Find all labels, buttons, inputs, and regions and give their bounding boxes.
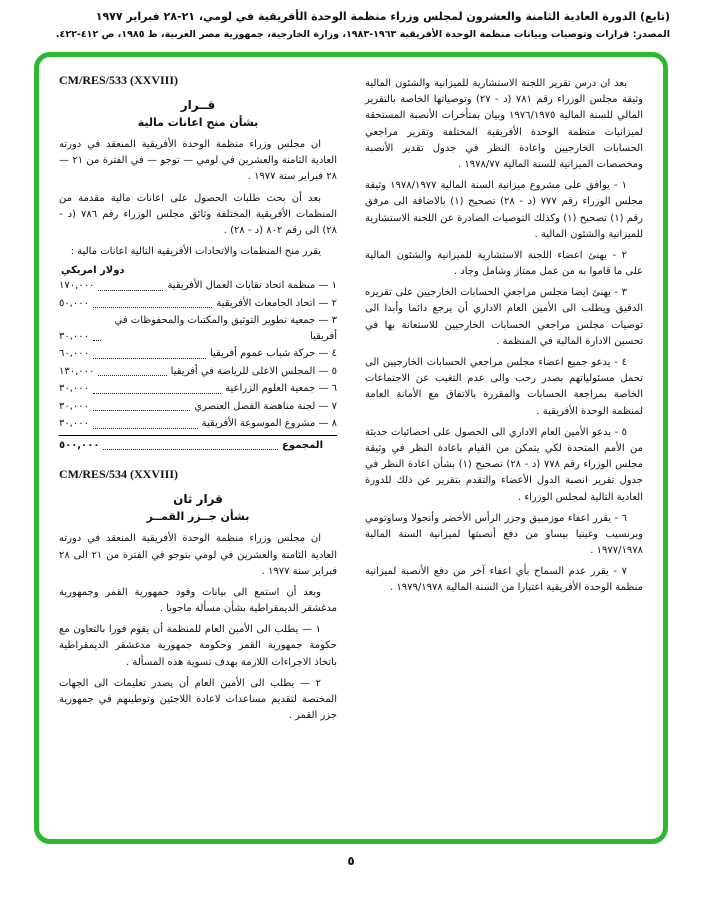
paragraph: ٧ - يقرر عدم السماح بأي اعفاء آخر من دفع الأنصبة لميزانية منظمة الوحدة الأفريقية اعتبارا من السنة المالية ١٩٧٩/١٩٧٨ . — [365, 566, 643, 594]
grant-row — [59, 313, 337, 344]
left-column — [59, 71, 337, 825]
paragraph: بعد ان درس تقرير اللجنة الاستشارية للميزانية والشئون المالية وثيقة مجلس الوزراء رقم ٧٨١ (د - ٢٧) وتوصياتها الخاصة بالتقرير المالي للسنة المالية ١٩٧٦/١٩٧٥ وبيان بمتأخرات الأنصبة المستحقة لميزانيات منظمة الوحدة الأفريقية المختلفة وتقرير مراجعي الحسابات الخارجيين واعادة النظر في جدول تقدير الأنصبة ومخصصات الميزانية للسنة المالية ١٩٧٨/٧٧ . — [365, 78, 643, 170]
paragraph: يقرر منح المنظمات والاتحادات الأفريقية التالية اعانات مالية : — [70, 246, 321, 258]
resolution-title: قــرار — [180, 98, 216, 112]
total-label: المجموع — [282, 439, 323, 451]
paragraph: بعد أن بحث طلبات الحصول على اعانات مالية مقدمة من المنظمات الأفريقية المختلفة وثائق مجلس الوزراء رقم ٧٨٦ (د - ٢٨) الى رقم ٨٠٢ (د - ٢٨) . — [59, 192, 337, 236]
dotted-leader — [93, 340, 101, 341]
grant-amount: ٣٠,٠٠٠ — [59, 418, 90, 430]
header-session-line: (تابع) الدورة العادية الثامنة والعشرون لمجلس وزراء منظمة الوحدة الأفريقية في لومي، ٢١-٢٨ فبراير ١٩٧٧ — [95, 10, 670, 23]
grant-name: ٣ — جمعية تطوير التوثيق والمكتبات والمحفوظات في أفريقيا — [114, 315, 337, 342]
paragraph: وبعد أن استمع الى بيانات وفود جمهورية القمر وجمهورية مدغشقر الديمقراطية بشأن مسألة ماجونا . — [59, 586, 337, 615]
grant-row — [59, 364, 337, 380]
grant-amount: ١٧٠,٠٠٠ — [59, 280, 95, 292]
paragraph: ١ - يوافق على مشروع ميزانية السنة المالية ١٩٧٨/١٩٧٧ وثيقة مجلس الوزراء رقم ٧٧٧ (د - ٢٨) تصحيح (١) بالاضافة الى مرفق رقم (١) تصحيح (١) وكذلك التوصيات الصادرة عن اللجنة الاستشارية للميزانية والشئون المالية . — [365, 180, 643, 240]
grants-total-row — [59, 438, 337, 454]
grant-name: ٥ — المجلس الاعلى للرياضة في أفريقيا — [170, 365, 337, 377]
grant-amount: ٣٠,٠٠٠ — [59, 330, 90, 342]
grant-amount: ٣٠,٠٠٠ — [59, 400, 90, 412]
grant-name: ٨ — مشروع الموسوعة الأفريقية — [201, 418, 337, 430]
grant-name: ٢ — اتحاد الجامعات الأفريقية — [216, 297, 337, 309]
dotted-leader — [103, 438, 278, 451]
grant-row — [59, 278, 337, 294]
resolution-code-533: CM/RES/533 (XXVIII) — [59, 73, 179, 87]
right-column — [365, 71, 643, 825]
resolution-title: قرار ثان — [173, 492, 223, 507]
paragraph: ٢ - يهنئ اعضاء اللجنة الاستشارية للميزانية والشئون المالية على ما قاموا به من عمل ممتاز وشامل وجاد . — [365, 249, 643, 278]
dotted-leader — [93, 410, 190, 411]
resolution-subtitle: بشأن جــزر القمــر — [146, 510, 250, 524]
dotted-leader — [93, 428, 198, 429]
dotted-leader — [98, 375, 166, 376]
paragraph: ١ — يطلب الى الأمين العام للمنظمة أن يقوم فورا بالتعاون مع حكومة جمهورية القمر وحكومة جمهورية مدغشقر الديمقراطية باتخاذ الاجراءات اللازمة بهدف تسوية هذه المسألة . — [59, 624, 337, 668]
paragraph: ان مجلس وزراء منظمة الوحدة الأفريقية المنعقد في دورته العادية الثامنة والعشرين في لومي — توجو — في الفترة من ٢١ — ٢٨ فبراير سنة ١٩٧٧ . — [59, 139, 337, 183]
grant-row — [59, 416, 337, 432]
paragraph: ٥ - يدعو الأمين العام الاداري الى الحصول على احصائيات حديثة من الأمم المتحدة لكي يتمكن من القيام باعادة النظر في وثيقة مجلس الوزراء رقم ٧٧٨ (د - ٢٨) تصحيح (١) بشأن اعادة النظر في جدول تقرير انصبة الدول الأعضاء والتقدم بتقرير عن ذلك للدورة العادية التالية لمجلس الوزراء . — [365, 426, 644, 503]
two-column-layout — [59, 71, 643, 825]
dotted-leader — [93, 358, 206, 359]
grant-name: ٧ — لجنة مناهضة الفصل العنصري — [194, 400, 337, 412]
grant-row — [59, 381, 337, 397]
sum-divider-line — [59, 435, 337, 436]
grant-row — [59, 296, 337, 312]
grant-row — [59, 399, 337, 415]
grant-name: ٦ — جمعية العلوم الزراعية — [225, 383, 337, 395]
currency-label: دولار امريكي — [61, 265, 125, 277]
dotted-leader — [93, 393, 221, 394]
resolution-code-534: CM/RES/534 (XXVIII) — [59, 467, 179, 482]
page-number: ٥ — [347, 854, 355, 868]
grants-list — [59, 278, 337, 453]
grant-amount: ٦٠,٠٠٠ — [59, 348, 90, 360]
dotted-leader — [93, 307, 212, 308]
paragraph: ٦ - يقرر اعفاء موزمبيق وجزر الرأس الأخضر وأنجولا وساوتومي وبرنسيب وغينيا بيساو من دفع أنصبتها لميزانية السنة المالية ١٩٧٧/١٩٧٨ . — [365, 512, 643, 557]
grant-amount: ١٣٠,٠٠٠ — [59, 365, 95, 377]
paragraph: ٣ - يهنئ ايضا مجلس مراجعي الحسابات الخارجيين على تقريره الدقيق ويطلب الى الأمين العام الاداري أن يرجع دائما وأبدا الى توصيات مجلس مراجعي الحسابات الخارجيين للاستعانة بها في تحسين الادارة المالية في المنظمة . — [365, 287, 643, 347]
grant-amount: ٥٠,٠٠٠ — [59, 297, 90, 309]
header-source-line: المصدر: قرارات وتوصيات وبيانات منظمة الوحدة الأفريقية ١٩٦٣-١٩٨٣، وزارة الخارجية، جمهورية مصر العربية، ط ١٩٨٥، ص ٤١٢-٤٢٢. — [55, 29, 670, 40]
resolution-subtitle: بشأن منح اعانات مالية — [137, 116, 259, 129]
grant-name: ٤ — حركة شباب عموم أفريقيا — [209, 348, 337, 360]
total-amount: ٥٠٠,٠٠٠ — [59, 439, 100, 451]
grant-name: ١ — منظمة اتحاد نقابات العمال الأفريقية — [167, 280, 337, 292]
paragraph: ٤ - يدعو جميع اعضاء مجلس مراجعي الحسابات الخارجيين الى تحمل مسئولياتهم بصدر رحب والى عدم التغيب عن الاجتماعات الخاصة بمراجعة الحسابات والمقررة بالاتفاق مع الأمانة العامة لمنظمة الوحدة الأفريقية . — [365, 357, 643, 417]
dotted-leader — [98, 290, 163, 291]
document-border-frame — [34, 52, 668, 844]
page-header — [0, 0, 702, 40]
paragraph: ان مجلس وزراء منظمة الوحدة الأفريقية المنعقد في دورته العادية الثامنة والعشرين في لومي بتوجو في الفترة من ٢١ الى ٢٨ فبراير سنة ١٩٧٧ . — [59, 533, 337, 577]
grant-row — [59, 346, 337, 362]
grant-amount: ٣٠,٠٠٠ — [59, 383, 90, 395]
paragraph: ٢ — يطلب الى الأمين العام أن يصدر تعليمات الى الجهات المختصة لتقديم مساعدات لاعادة اللاجئين وتوطينهم في جمهورية جزر القمر . — [59, 677, 337, 722]
